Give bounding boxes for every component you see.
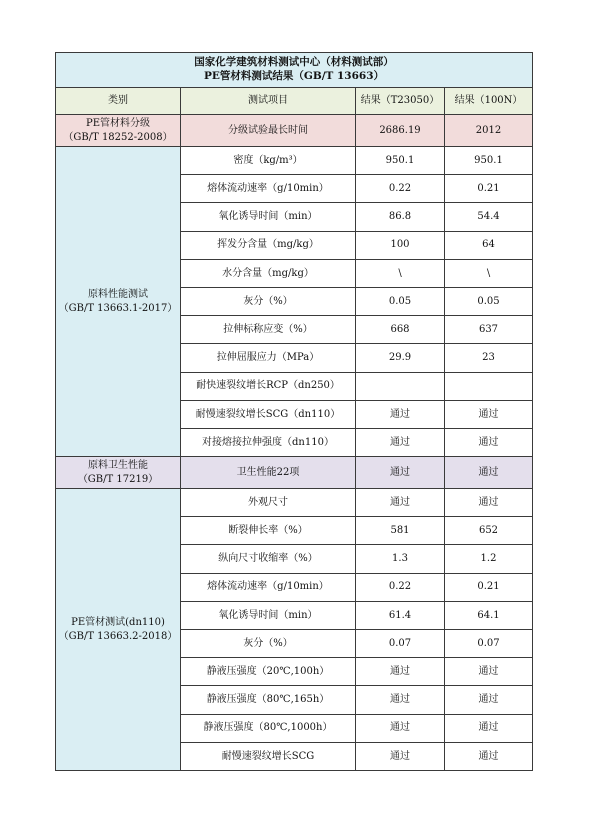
result-100n-cell: 0.21: [445, 573, 533, 601]
table-row: [56, 147, 533, 175]
result-100n-cell: 1.2: [445, 545, 533, 573]
result-t23050-cell: 0.07: [356, 630, 445, 658]
result-100n-cell: 64.1: [445, 601, 533, 629]
result-t23050-cell: 100: [356, 231, 445, 259]
test-item-cell: 氧化诱导时间（min）: [181, 203, 356, 231]
title-row: [56, 53, 533, 88]
test-item-cell: 静液压强度（80℃,165h）: [181, 686, 356, 714]
result-100n-cell: \: [445, 259, 533, 287]
test-item-cell: 耐慢速裂纹增长SCG（dn110）: [181, 400, 356, 428]
category-name: 原料性能测试: [88, 289, 148, 301]
test-item-cell: 灰分（%）: [181, 630, 356, 658]
test-item-cell: 氧化诱导时间（min）: [181, 601, 356, 629]
header-row: [56, 88, 533, 115]
result-100n-cell: 通过: [445, 428, 533, 456]
result-100n-cell: 通过: [445, 489, 533, 517]
category-standard: （GB/T 18252-2008）: [63, 131, 173, 143]
test-item-cell: 熔体流动速率（g/10min）: [181, 573, 356, 601]
result-100n-cell: 通过: [445, 457, 533, 489]
test-item-cell: 拉伸标称应变（%）: [181, 316, 356, 344]
header-result-t23050: 结果（T23050）: [356, 88, 445, 115]
title-line-1: 国家化学建筑材料测试中心（材料测试部）: [194, 56, 394, 69]
result-100n-cell: 2012: [445, 115, 533, 147]
result-t23050-cell: 86.8: [356, 203, 445, 231]
test-item-cell: 耐慢速裂纹增长SCG: [181, 742, 356, 770]
category-name: PE管材料分级: [85, 118, 151, 129]
result-t23050-cell: 668: [356, 316, 445, 344]
category-standard: （GB/T 13663.1-2017）: [58, 302, 178, 314]
test-item-cell: 断裂伸长率（%）: [181, 517, 356, 545]
header-category: 类别: [56, 88, 181, 115]
results-table-body: [56, 53, 533, 771]
result-t23050-cell: 通过: [356, 714, 445, 742]
table-row: [56, 115, 533, 147]
table-row: [56, 457, 533, 489]
result-100n-cell: [445, 372, 533, 400]
result-100n-cell: 950.1: [445, 147, 533, 175]
result-100n-cell: 通过: [445, 400, 533, 428]
category-standard: （GB/T 13663.2-2018）: [58, 630, 178, 642]
result-t23050-cell: 通过: [356, 686, 445, 714]
category-cell-pipe-test: [56, 489, 181, 771]
title-cell: [56, 53, 533, 88]
result-100n-cell: 0.05: [445, 287, 533, 315]
category-name: 原料卫生性能: [88, 460, 148, 472]
category-cell-raw-performance: [56, 147, 181, 457]
test-item-cell: 纵向尺寸收缩率（%）: [181, 545, 356, 573]
test-item-cell: 密度（kg/m³）: [181, 147, 356, 175]
result-100n-cell: 637: [445, 316, 533, 344]
result-t23050-cell: [356, 372, 445, 400]
result-t23050-cell: 29.9: [356, 344, 445, 372]
result-t23050-cell: 581: [356, 517, 445, 545]
results-table: [55, 52, 533, 771]
result-t23050-cell: 2686.19: [356, 115, 445, 147]
result-100n-cell: 23: [445, 344, 533, 372]
test-item-cell: 静液压强度（80℃,1000h）: [181, 714, 356, 742]
result-100n-cell: 54.4: [445, 203, 533, 231]
title-line-2: PE管材料测试结果（GB/T 13663）: [203, 70, 385, 82]
result-100n-cell: 0.07: [445, 630, 533, 658]
result-t23050-cell: 通过: [356, 489, 445, 517]
category-cell-grading: [56, 115, 181, 147]
test-item-cell: 静液压强度（20℃,100h）: [181, 658, 356, 686]
result-100n-cell: 0.21: [445, 175, 533, 203]
result-t23050-cell: 61.4: [356, 601, 445, 629]
result-t23050-cell: 通过: [356, 742, 445, 770]
result-t23050-cell: 通过: [356, 428, 445, 456]
result-t23050-cell: 0.22: [356, 573, 445, 601]
header-result-100n: 结果（100N）: [445, 88, 533, 115]
result-t23050-cell: 通过: [356, 658, 445, 686]
test-item-cell: 挥发分含量（mg/kg）: [181, 231, 356, 259]
result-100n-cell: 64: [445, 231, 533, 259]
test-item-cell: 水分含量（mg/kg）: [181, 259, 356, 287]
test-item-cell: 耐快速裂纹增长RCP（dn250）: [181, 372, 356, 400]
table-row: [56, 489, 533, 517]
result-t23050-cell: 通过: [356, 457, 445, 489]
test-item-cell: 卫生性能22项: [181, 457, 356, 489]
result-t23050-cell: \: [356, 259, 445, 287]
result-100n-cell: 通过: [445, 658, 533, 686]
result-t23050-cell: 0.05: [356, 287, 445, 315]
results-document: [55, 52, 532, 771]
category-cell-raw-hygiene: [56, 457, 181, 489]
header-test-item: 测试项目: [181, 88, 356, 115]
result-t23050-cell: 0.22: [356, 175, 445, 203]
result-t23050-cell: 通过: [356, 400, 445, 428]
category-standard: （GB/T 17219）: [77, 473, 159, 485]
test-item-cell: 分级试验最长时间: [181, 115, 356, 147]
test-item-cell: 熔体流动速率（g/10min）: [181, 175, 356, 203]
result-t23050-cell: 1.3: [356, 545, 445, 573]
result-100n-cell: 通过: [445, 742, 533, 770]
test-item-cell: 对接熔接拉伸强度（dn110）: [181, 428, 356, 456]
test-item-cell: 外观尺寸: [181, 489, 356, 517]
result-100n-cell: 通过: [445, 714, 533, 742]
test-item-cell: 灰分（%）: [181, 287, 356, 315]
result-t23050-cell: 950.1: [356, 147, 445, 175]
test-item-cell: 拉伸屈服应力（MPa）: [181, 344, 356, 372]
result-100n-cell: 通过: [445, 686, 533, 714]
result-100n-cell: 652: [445, 517, 533, 545]
category-name: PE管材测试(dn110): [71, 617, 165, 628]
